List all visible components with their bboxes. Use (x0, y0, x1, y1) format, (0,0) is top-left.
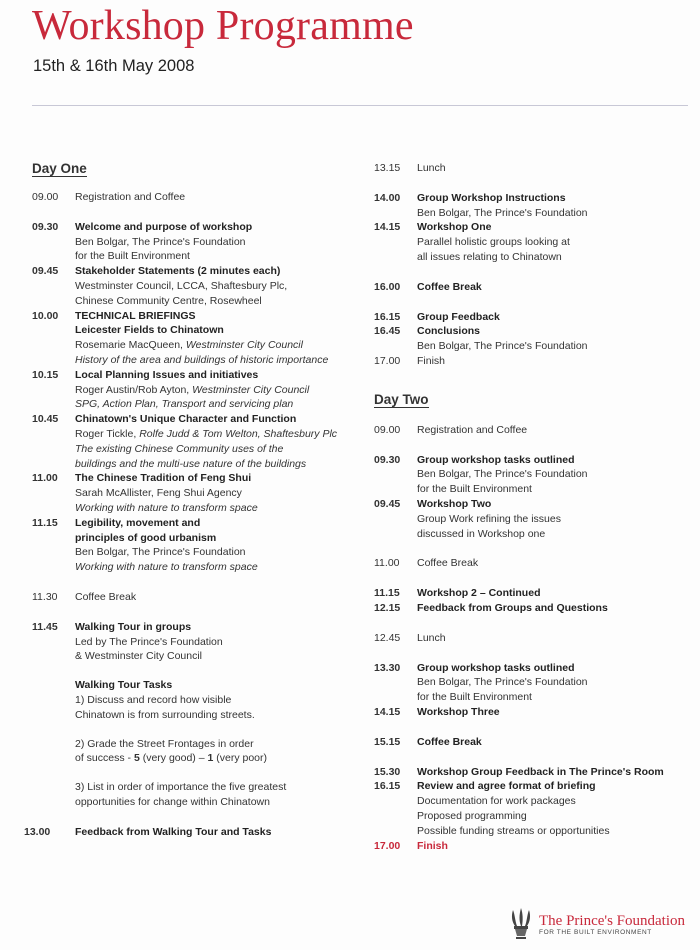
schedule-entry (374, 220, 694, 264)
schedule-entry (32, 190, 362, 205)
logo-name: The Prince's Foundation (539, 913, 686, 929)
entry-time: 13.15 (374, 162, 401, 174)
entry-title: Group Workshop Instructions (417, 191, 566, 204)
entry-time: 16.45 (374, 325, 401, 338)
entry-title: Walking Tour in groups (75, 620, 192, 633)
entry-time: 13.30 (374, 661, 401, 674)
speaker-org: Westminster City Council (185, 339, 303, 352)
schedule-entry (32, 620, 362, 810)
entry-title: Group Feedback (417, 310, 500, 323)
entry-time: 09.30 (32, 220, 59, 233)
entry-time: 17.00 (374, 839, 401, 852)
schedule-entry (374, 161, 694, 176)
entry-title: Coffee Break (75, 590, 137, 603)
entry-title: Conclusions (417, 325, 481, 338)
entry-detail: Westminster Council, LCCA, Shaftesbury Plc, (75, 279, 288, 292)
entry-title: Lunch (417, 631, 446, 644)
entry-detail: for the Built Environment (417, 483, 532, 496)
entry-note: Working with nature to transform space (75, 501, 258, 514)
schedule-entry (32, 309, 362, 368)
entry-detail: Ben Bolgar, The Prince's Foundation (417, 676, 588, 689)
entry-detail: Ben Bolgar, The Prince's Foundation (75, 235, 246, 248)
entry-title: Coffee Break (417, 280, 482, 293)
right-column (374, 161, 694, 853)
speaker-name: Roger Tickle, (75, 427, 140, 440)
schedule-entry (374, 354, 694, 369)
schedule-entry (32, 516, 362, 575)
day-one-heading: Day One (32, 161, 87, 176)
day-one-column (24, 160, 362, 839)
entry-title: Lunch (417, 162, 446, 174)
entry-time: 14.15 (374, 221, 401, 234)
entry-title: Finish (417, 839, 448, 852)
entry-detail: for the Built Environment (75, 250, 190, 263)
entry-time: 12.45 (374, 631, 401, 644)
schedule-entry (374, 280, 694, 295)
entry-time: 09.45 (32, 265, 59, 278)
entry-detail: Parallel holistic groups looking at (417, 236, 570, 249)
entry-detail: Chinese Community Centre, Rosewheel (75, 294, 262, 307)
entry-time: 11.00 (374, 557, 400, 570)
entry-detail: Possible funding streams or opportunities (417, 824, 610, 837)
entry-detail: all issues relating to Chinatown (417, 250, 562, 263)
entry-time: 11.00 (32, 472, 58, 485)
schedule-entry (374, 324, 694, 354)
speaker-org: Rolfe Judd & Tom Welton, Shaftesbury Plc (139, 427, 338, 440)
entry-title: Workshop Two (417, 497, 492, 510)
schedule-entry (374, 423, 694, 438)
entry-detail: Sarah McAllister, Feng Shui Agency (75, 487, 242, 500)
entry-time: 12.15 (374, 601, 401, 614)
schedule-entry (374, 735, 694, 750)
entry-title: Workshop Group Feedback in The Prince's Room (417, 765, 664, 778)
entry-title: Workshop One (417, 221, 492, 234)
entry-title: Registration and Coffee (417, 423, 528, 436)
entry-title: Legibility, movement and (75, 516, 201, 529)
entry-title: TECHNICAL BRIEFINGS (75, 309, 196, 322)
entry-note: The existing Chinese Community uses of the (75, 442, 284, 455)
event-dates: 15th & 16th May 2008 (33, 57, 195, 75)
entry-note: SPG, Action Plan, Transport and servicing plan (75, 398, 294, 411)
schedule-entry (374, 453, 694, 497)
entry-title: Registration and Coffee (75, 191, 186, 203)
header-divider (32, 105, 688, 106)
entry-time: 09.00 (374, 423, 401, 436)
entry-time: 11.15 (374, 587, 400, 600)
entry-detail: Ben Bolgar, The Prince's Foundation (417, 340, 588, 353)
entry-title: Welcome and purpose of workshop (75, 220, 253, 233)
entry-note: History of the area and buildings of historic importance (75, 353, 329, 366)
entry-title: Finish (417, 354, 446, 367)
entry-time: 14.15 (374, 705, 401, 718)
logo-tagline: FOR THE BUILT ENVIRONMENT (539, 929, 652, 936)
entry-title: Workshop Three (417, 705, 500, 718)
feathers-crest-icon (509, 908, 533, 942)
task-text: (very good) – (139, 752, 208, 765)
entry-detail: & Westminster City Council (75, 650, 203, 663)
schedule-entry (24, 825, 362, 840)
speaker-org: Westminster City Council (192, 383, 310, 396)
entry-time: 09.45 (374, 497, 401, 510)
entry-title: Feedback from Groups and Questions (417, 601, 608, 614)
schedule-entry (374, 705, 694, 720)
entry-detail: Documentation for work packages (417, 795, 576, 808)
entry-note: Working with nature to transform space (75, 561, 258, 574)
entry-note: buildings and the multi-use nature of the buildings (75, 457, 307, 470)
schedule-entry (374, 601, 694, 616)
entry-title: Chinatown's Unique Character and Function (75, 413, 297, 426)
tasks-heading: Walking Tour Tasks (75, 679, 173, 692)
entry-detail: Led by The Prince's Foundation (75, 635, 223, 648)
task-text: of success - (75, 752, 134, 765)
entry-title: Workshop 2 – Continued (417, 587, 541, 600)
entry-time: 16.00 (374, 280, 401, 293)
task-grading-line (75, 751, 362, 766)
entry-time: 14.00 (374, 191, 401, 204)
entry-subtitle: Leicester Fields to Chinatown (75, 324, 224, 337)
entry-detail: Ben Bolgar, The Prince's Foundation (417, 206, 588, 219)
entry-time: 11.45 (32, 620, 58, 633)
entry-time: 15.15 (374, 735, 401, 748)
schedule-entry (374, 310, 694, 325)
schedule-entry (32, 220, 362, 264)
entry-detail: for the Built Environment (417, 691, 532, 704)
schedule-entry (374, 586, 694, 601)
task-line: 3) List in order of importance the five greatest (75, 781, 287, 794)
entry-time: 16.15 (374, 780, 401, 793)
schedule-entry (374, 191, 694, 221)
entry-time: 11.15 (32, 516, 58, 529)
entry-time: 10.45 (32, 413, 59, 426)
schedule-entry (32, 264, 362, 308)
entry-title: Coffee Break (417, 557, 479, 570)
entry-time: 09.00 (32, 191, 59, 203)
entry-time: 16.15 (374, 310, 401, 323)
day-two-heading: Day Two (374, 391, 429, 407)
schedule-entry (374, 779, 694, 838)
task-text: (very poor) (213, 752, 268, 765)
grade-number: 5 (133, 752, 140, 765)
task-line: 2) Grade the Street Frontages in order (75, 737, 254, 750)
entry-speaker (75, 383, 362, 398)
entry-title: Group workshop tasks outlined (417, 661, 575, 674)
schedule-entry-finish (374, 839, 694, 854)
schedule-entry (374, 765, 694, 780)
schedule-entry (32, 368, 362, 412)
entry-time: 09.30 (374, 453, 401, 466)
schedule-entry (374, 497, 694, 541)
entry-time: 13.00 (24, 825, 51, 838)
entry-title: Feedback from Walking Tour and Tasks (75, 825, 272, 838)
schedule-entry (32, 412, 362, 471)
entry-time: 15.30 (374, 765, 401, 778)
entry-subtitle: principles of good urbanism (75, 531, 217, 544)
entry-time: 10.15 (32, 368, 59, 381)
schedule-entry (32, 590, 362, 605)
entry-title: Review and agree format of briefing (417, 780, 596, 793)
grade-number: 1 (207, 752, 214, 765)
schedule-entry (374, 556, 694, 571)
schedule-entry (32, 471, 362, 515)
entry-time: 17.00 (374, 354, 401, 367)
foundation-logo (509, 908, 685, 942)
entry-detail: discussed in Workshop one (417, 527, 546, 540)
entry-title: Stakeholder Statements (2 minutes each) (75, 265, 281, 278)
entry-time: 11.30 (32, 590, 58, 603)
entry-speaker (75, 338, 362, 353)
entry-title: The Chinese Tradition of Feng Shui (75, 472, 252, 485)
entry-detail: Ben Bolgar, The Prince's Foundation (75, 546, 246, 559)
entry-detail: Ben Bolgar, The Prince's Foundation (417, 468, 588, 481)
entry-title: Local Planning Issues and initiatives (75, 368, 259, 381)
entry-title: Group workshop tasks outlined (417, 453, 575, 466)
entry-time: 10.00 (32, 309, 59, 322)
speaker-name: Roger Austin/Rob Ayton, (75, 383, 193, 396)
entry-title: Coffee Break (417, 735, 482, 748)
entry-detail: Group Work refining the issues (417, 512, 561, 525)
task-line: 1) Discuss and record how visible (75, 693, 232, 706)
task-line: opportunities for change within Chinatown (75, 795, 270, 808)
page-title: Workshop Programme (32, 3, 414, 49)
task-line: Chinatown is from surrounding streets. (75, 708, 255, 721)
entry-speaker (75, 427, 362, 442)
entry-detail: Proposed programming (417, 809, 527, 822)
schedule-entry (374, 631, 694, 646)
schedule-entry (374, 661, 694, 705)
speaker-name: Rosemarie MacQueen, (75, 339, 186, 352)
